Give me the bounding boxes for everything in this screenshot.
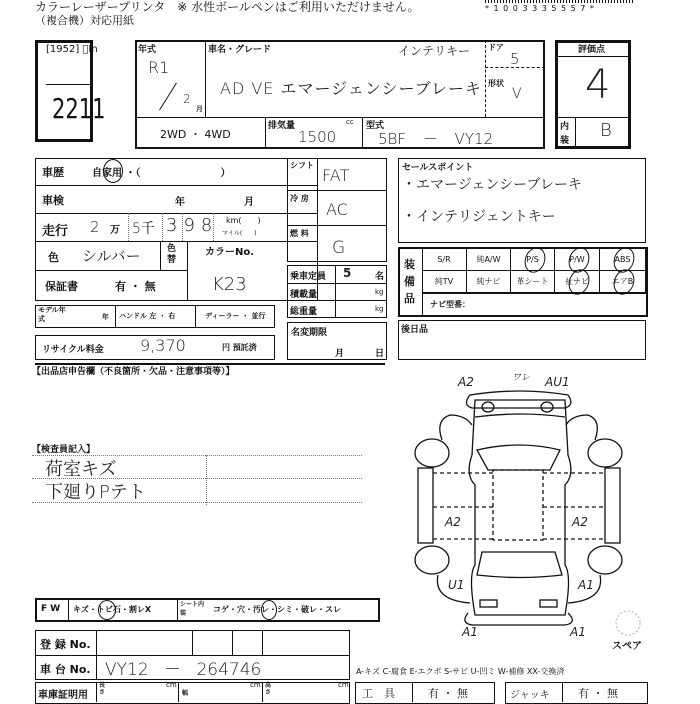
weight-unit: kg bbox=[375, 305, 384, 313]
height-label: 高さ bbox=[265, 682, 272, 696]
garage-label: 車庫証明用 bbox=[38, 690, 88, 701]
load-unit: kg bbox=[375, 288, 384, 296]
capacity-value: 5 bbox=[343, 266, 352, 280]
shaken-label: 車検 bbox=[42, 194, 64, 207]
history-value: 自家用 ・（ ） bbox=[92, 168, 231, 179]
damage-legend: A-キズ C-腐食 E-エクボ S-サビ U-凹ミ W-補修 XX-交換済 bbox=[356, 667, 565, 676]
rear-glass bbox=[477, 445, 560, 470]
spare-tire bbox=[616, 611, 640, 635]
month-unit: 月 bbox=[196, 105, 203, 113]
equipment-item: エアB bbox=[600, 271, 646, 293]
weight-label: 総重量 bbox=[290, 307, 318, 317]
damage-mark: A2 bbox=[572, 515, 588, 529]
equipment-item: 純A/W bbox=[467, 249, 511, 271]
color-no-value: K23 bbox=[212, 274, 247, 295]
vehicle-name: AD VE エマージェンシーブレーキ bbox=[220, 79, 483, 98]
shaken-year-unit: 年 bbox=[175, 197, 185, 208]
transfer-day: 日 bbox=[375, 349, 385, 359]
displacement-label: 排気量 bbox=[268, 121, 296, 131]
lot-number: 2211 bbox=[52, 92, 106, 125]
sales-line1: ・エマージェンシーブレーキ bbox=[402, 177, 582, 193]
interior-label-1: 内 bbox=[560, 122, 570, 132]
handle: ハンドル 左 ・ 右 bbox=[119, 312, 176, 320]
reg-label: 登 録 No. bbox=[40, 638, 91, 651]
sales-label: セールスポイント bbox=[402, 163, 474, 173]
recycle-label: リサイクル料金 bbox=[42, 345, 104, 355]
cc-unit: cc bbox=[346, 118, 354, 126]
seat-label: シート内装 bbox=[180, 601, 205, 617]
jack-label: ジャッキ bbox=[510, 690, 550, 701]
car-damage-diagram bbox=[400, 365, 650, 645]
capacity-unit: 名 bbox=[375, 272, 385, 282]
sales-line2: ・インテリジェントキー bbox=[402, 209, 556, 225]
damage-mark: AU1 bbox=[545, 375, 570, 389]
damage-mark: A1 bbox=[462, 625, 478, 639]
history-label: 車歴 bbox=[42, 166, 64, 179]
color-no-label: カラーNo. bbox=[205, 247, 255, 258]
km-unit: km( ) bbox=[226, 216, 261, 225]
displacement-value: 1500 bbox=[298, 128, 337, 146]
equipment-item: 革シート bbox=[511, 271, 555, 293]
fuel-label: 燃 料 bbox=[290, 229, 309, 238]
color-label: 色 bbox=[48, 251, 59, 264]
height-unit: cm bbox=[338, 681, 349, 689]
damage-mark: U1 bbox=[448, 578, 465, 592]
shape-value: V bbox=[512, 86, 522, 102]
shape-label: 形状 bbox=[488, 79, 504, 88]
warranty-value: 有 ・ 無 bbox=[115, 280, 156, 293]
header-line2: （複合機）対応用紙 bbox=[35, 14, 134, 27]
damage-mark: A2 bbox=[445, 515, 461, 529]
score-label: 評価点 bbox=[578, 45, 606, 55]
dealer: ディーラー ・ 並行 bbox=[205, 312, 266, 320]
shaken-month-unit: 月 bbox=[244, 197, 254, 208]
door-label: ドア bbox=[488, 43, 504, 52]
mileage-man: 2 bbox=[90, 218, 100, 236]
jack-value: 有 ・ 無 bbox=[578, 687, 618, 700]
chassis-value: VY12 － 264746 bbox=[105, 660, 262, 680]
navi-label: ナビ型番： bbox=[430, 300, 470, 309]
mileage-sen: 5千 bbox=[132, 221, 155, 237]
ac-label: 冷 房 bbox=[290, 194, 309, 203]
shift-value: FAT bbox=[322, 166, 350, 185]
seat-values: コゲ・穴・汚レ・シミ・破レ・スレ bbox=[213, 605, 341, 614]
header-line1: カラーレーザープリンタ ※ 水性ボールペンはご利用いただけません。 bbox=[35, 0, 420, 14]
man-unit: 万 bbox=[110, 225, 120, 236]
interior-value: B bbox=[600, 120, 612, 141]
lot-box bbox=[35, 40, 93, 142]
score-value: 4 bbox=[585, 62, 611, 108]
mileage-label: 走行 bbox=[42, 224, 69, 239]
damage-mark: A2 bbox=[458, 375, 474, 389]
load-label: 積載量 bbox=[290, 290, 318, 300]
grade-note: インテリキー bbox=[398, 44, 471, 58]
length-label: 長さ bbox=[99, 682, 106, 696]
width-unit: cm bbox=[250, 681, 261, 689]
equipment-label: 装備品 bbox=[404, 258, 415, 305]
model-value: 5BF － VY12 bbox=[378, 130, 494, 148]
fw-label: F W bbox=[41, 604, 61, 614]
inspector-line1: 荷室キズ bbox=[45, 459, 117, 480]
mile-unit: マイル( ) bbox=[222, 230, 257, 237]
length-unit: cm bbox=[166, 681, 177, 689]
model-year-unit: 年 bbox=[102, 313, 109, 321]
spare-label: スペア bbox=[612, 641, 642, 652]
equipment-item: P/S bbox=[511, 249, 555, 271]
recycle-value: 9,370 bbox=[140, 336, 186, 355]
color-value: シルバー bbox=[82, 247, 141, 265]
equipment-item: ABS bbox=[600, 249, 646, 271]
front-glass bbox=[477, 552, 562, 578]
barcode bbox=[485, 0, 635, 3]
inspector-line2: 下廻りPテト bbox=[45, 482, 146, 503]
model-label: 型式 bbox=[366, 121, 385, 131]
warranty-label: 保証書 bbox=[45, 280, 78, 293]
later-label: 後日品 bbox=[401, 325, 429, 335]
damage-mark: ワレ bbox=[512, 373, 531, 383]
equipment-item: 純ナビ bbox=[467, 271, 511, 293]
recycle-unit: 円 預託済 bbox=[222, 343, 257, 352]
year-value: R1 bbox=[148, 58, 170, 77]
equipment-item: S/R bbox=[422, 249, 467, 271]
fuel-value: G bbox=[332, 238, 346, 258]
mileage-rest: 398 bbox=[166, 215, 219, 236]
tools-value: 有 ・ 無 bbox=[428, 687, 468, 700]
damage-mark: A1 bbox=[570, 625, 586, 639]
transfer-month: 月 bbox=[335, 349, 345, 359]
later-box bbox=[398, 320, 646, 360]
seller-notes-label: 【出品店申告欄（不良箇所・欠品・注意事項等）】 bbox=[32, 367, 235, 377]
year-label: 年式 bbox=[138, 45, 157, 55]
lot-code: [1952] ﾟIn bbox=[46, 44, 98, 55]
door-value: 5 bbox=[510, 50, 520, 68]
fw-values: キズ・トビ石・割レX bbox=[73, 605, 152, 614]
interior-label-2: 装 bbox=[560, 136, 570, 146]
barcode-text: * 1 0 0 3 3 3 5 5 5 7 * bbox=[485, 4, 595, 13]
equipment-item: P/W bbox=[555, 249, 600, 271]
color-change-label: 色替 bbox=[167, 244, 177, 265]
equipment-item: 純TV bbox=[422, 271, 467, 293]
name-label: 車名・グレード bbox=[208, 45, 272, 55]
capacity-label: 乗車定員 bbox=[290, 272, 327, 282]
width-label: 幅 bbox=[182, 690, 189, 697]
drive-type: 2WD ・ 4WD bbox=[160, 128, 231, 141]
shift-label: シフト bbox=[290, 161, 314, 170]
damage-mark: A1 bbox=[578, 578, 594, 592]
model-year-label: モデル年式 bbox=[38, 306, 66, 323]
inspector-label: 【検査員記入】 bbox=[32, 445, 96, 455]
transfer-label: 名変期限 bbox=[291, 328, 328, 338]
month-value: 2 bbox=[183, 92, 191, 106]
chassis-label: 車 台 No. bbox=[40, 663, 91, 676]
ac-value: AC bbox=[326, 200, 348, 219]
tools-label: 工 具 bbox=[362, 687, 395, 700]
equipment-item: 社ナビ bbox=[555, 271, 600, 293]
